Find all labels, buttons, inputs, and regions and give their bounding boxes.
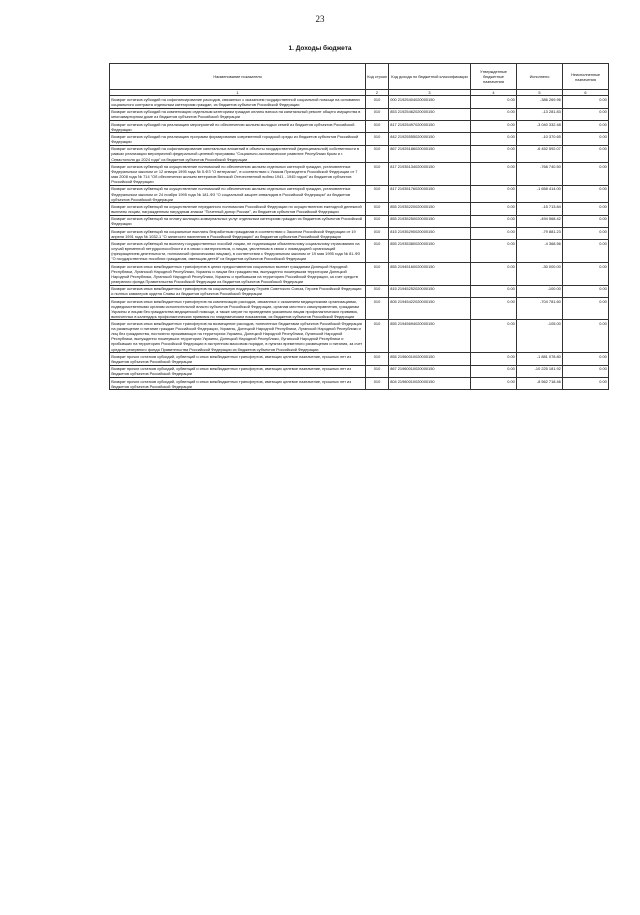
cell-approved: 0.00 — [471, 285, 517, 297]
cell-approved: 0.00 — [471, 108, 517, 120]
cell-executed: -768 740.50 — [517, 163, 563, 186]
column-number: 1 — [110, 90, 366, 96]
cell-name: Возврат остатков субвенций на осуществление полномочий по обеспечению жильем отдельных категорий граждан, установленных Федеральным законом от 24 ноября 1995 года № 181-ФЗ "О социальной защите инвалидов в Российской Федерации" из бюджетов субъектов Российской Федерации — [110, 185, 366, 202]
cell-name: Возврат остатков иных межбюджетных трансфертов на возмещение расходов, понесенных бюджетами субъектов Российской Федерации на размещение и питание граждан Российской Федерации, Украины, Донецкой Народной Республики, Луганской Народной Республики и лиц без гражданства, постоянно проживающих на территориях Украины, Донецкой Народной Республики, Луганской Народной Республики, вынужденно покинувших территории Украины, Донецкой Народной Республики, Луганской Народной Республики и прибывших на территорию Российской Федерации в экстренном массовом порядке, в пунктах временного размещения и питания, за счет средств резервного фонда Правительства Российской Федерации из бюджетов субъектов Российской Федерации — [110, 320, 366, 353]
cell-line-code: 010 — [366, 320, 389, 353]
cell-name: Возврат остатков субвенций на социальные выплаты безработным гражданам в соответствии с Законом Российской Федерации от 19 апреля 1991 года № 1032-1 "О занятости населения в Российской Федерации" из бюджетов субъектов Российской Федерации — [110, 228, 366, 240]
cell-approved: 0.00 — [471, 353, 517, 365]
cell-income-code: 855 21945160020000150 — [389, 262, 471, 285]
table-row — [110, 145, 609, 162]
cell-income-code: 815 21935290020000150 — [389, 228, 471, 240]
cell-unexecuted: 0.00 — [563, 121, 609, 133]
cell-unexecuted: 0.00 — [563, 377, 609, 389]
cell-line-code: 010 — [366, 96, 389, 108]
cell-income-code: 805 21945422020000150 — [389, 297, 471, 320]
cell-income-code: 817 21925497020000150 — [389, 121, 471, 133]
cell-name: Возврат прочих остатков субсидий, субвенций и иных межбюджетных трансфертов, имеющих целевое назначение, прошлых лет из бюджетов субъектов Российской Федерации — [110, 353, 366, 365]
cell-line-code: 010 — [366, 133, 389, 145]
header-unexecuted: Неисполненные назначения — [563, 64, 609, 90]
cell-name: Возврат остатков субсидий на реализацию программ формирования современной городской среды из бюджетов субъектов Российской Федерации — [110, 133, 366, 145]
header-executed: Исполнено — [517, 64, 563, 90]
table-row — [110, 203, 609, 215]
cell-line-code: 010 — [366, 353, 389, 365]
cell-unexecuted: 0.00 — [563, 228, 609, 240]
cell-income-code: 855 21935220020000150 — [389, 203, 471, 215]
table-row — [110, 365, 609, 377]
cell-income-code: 817 21935134020000150 — [389, 163, 471, 186]
cell-approved: 0.00 — [471, 96, 517, 108]
cell-line-code: 010 — [366, 240, 389, 263]
cell-unexecuted: 0.00 — [563, 365, 609, 377]
cell-line-code: 010 — [366, 185, 389, 202]
table-header-row — [110, 64, 609, 90]
cell-executed: -30 000.00 — [517, 262, 563, 285]
cell-approved: 0.00 — [471, 297, 517, 320]
cell-name: Возврат остатков субвенций на выплату государственных пособий лицам, не подлежащим обязательному социальному страхованию на случай временной нетрудоспособности и в связи с материнством, и лицам, уволенным в связи с ликвидацией организаций (прекращением деятельности, полномочий физическими лицами), в соответствии с Федеральным законом от 19 мая 1995 года № 81-ФЗ "О государственных пособиях гражданам, имеющим детей" из бюджетов субъектов Российской Федерации — [110, 240, 366, 263]
cell-approved: 0.00 — [471, 262, 517, 285]
cell-income-code: 842 21925555020000150 — [389, 133, 471, 145]
cell-approved: 0.00 — [471, 377, 517, 389]
table-row — [110, 353, 609, 365]
table-row — [110, 215, 609, 227]
cell-executed: -704 781.60 — [517, 297, 563, 320]
cell-approved: 0.00 — [471, 365, 517, 377]
cell-unexecuted: 0.00 — [563, 297, 609, 320]
cell-line-code: 010 — [366, 215, 389, 227]
column-number: 6 — [563, 90, 609, 96]
cell-approved: 0.00 — [471, 145, 517, 162]
cell-unexecuted: 0.00 — [563, 133, 609, 145]
cell-executed: -105.00 — [517, 320, 563, 353]
cell-name: Возврат остатков субсидий на компенсацию отдельным категориям граждан оплаты взноса на капитальный ремонт общего имущества в многоквартирном доме из бюджетов субъектов Российской Федерации — [110, 108, 366, 120]
cell-executed: -6 452 592.07 — [517, 145, 563, 162]
table-row — [110, 320, 609, 353]
cell-executed: -100.00 — [517, 285, 563, 297]
cell-name: Возврат остатков субсидий на софинансирование расходов, связанных с оказанием государственной социальной помощи на основании социального контракта отдельным категориям граждан, из бюджетов субъектов Российской Федерации — [110, 96, 366, 108]
table-row — [110, 185, 609, 202]
cell-unexecuted: 0.00 — [563, 145, 609, 162]
cell-name: Возврат остатков иных межбюджетных трансфертов на компенсацию расходов, связанных с оказанием медицинскими организациями, подведомственными органам исполнительной власти субъектов Российской Федерации, органам местного самоуправления, гражданам Украины и лицам без гражданства медицинской помощи, а также затрат по проведению указанным лицам профилактических прививок, включенных в календарь профилактических прививок по эпидемическим показаниям, из бюджетов субъектов Российской Федерации — [110, 297, 366, 320]
column-number: 4 — [471, 90, 517, 96]
table-row — [110, 377, 609, 389]
cell-line-code: 010 — [366, 377, 389, 389]
table-row — [110, 240, 609, 263]
cell-name: Возврат прочих остатков субсидий, субвенций и иных межбюджетных трансфертов, имеющих целевое назначение, прошлых лет из бюджетов субъектов Российской Федерации — [110, 365, 366, 377]
header-name: Наименование показателя — [110, 64, 366, 90]
table-row — [110, 121, 609, 133]
cell-unexecuted: 0.00 — [563, 96, 609, 108]
cell-name: Возврат остатков субвенций на осуществление полномочий по обеспечению жильем отдельных категорий граждан, установленных Федеральным законом от 12 января 1995 года № 5-ФЗ "О ветеранах", в соответствии с Указом Президента Российской Федерации от 7 мая 2008 года № 714 "Об обеспечении жильем ветеранов Великой Отечественной войны 1941 - 1945 годов" из бюджетов субъектов Российской Федерации — [110, 163, 366, 186]
cell-income-code: 855 21935380020000150 — [389, 240, 471, 263]
cell-executed: -386 269.96 — [517, 96, 563, 108]
cell-income-code: 000 21925404020000150 — [389, 96, 471, 108]
cell-executed: -4 368.56 — [517, 240, 563, 263]
cell-line-code: 010 — [366, 365, 389, 377]
cell-line-code: 010 — [366, 108, 389, 120]
cell-line-code: 010 — [366, 262, 389, 285]
revenue-table — [109, 63, 609, 390]
table-row — [110, 96, 609, 108]
cell-name: Возврат остатков субвенций на оплату жилищно-коммунальных услуг отдельным категориям граждан из бюджетов субъектов Российской Федерации — [110, 215, 366, 227]
header-approved: Утвержденные бюджетные назначения — [471, 64, 517, 90]
table-row — [110, 285, 609, 297]
cell-approved: 0.00 — [471, 228, 517, 240]
cell-unexecuted: 0.00 — [563, 215, 609, 227]
cell-unexecuted: 0.00 — [563, 108, 609, 120]
header-income-code: Код дохода по бюджетной классификации — [389, 64, 471, 90]
table-row — [110, 297, 609, 320]
cell-line-code: 010 — [366, 228, 389, 240]
cell-approved: 0.00 — [471, 185, 517, 202]
cell-line-code: 010 — [366, 285, 389, 297]
cell-line-code: 010 — [366, 121, 389, 133]
cell-executed: -10 370.65 — [517, 133, 563, 145]
cell-executed: -79 881.23 — [517, 228, 563, 240]
cell-income-code: 855 21960010020000150 — [389, 353, 471, 365]
cell-executed: -10 225 181.92 — [517, 365, 563, 377]
column-number: 3 — [389, 90, 471, 96]
cell-income-code: 855 21945694020000150 — [389, 320, 471, 353]
cell-approved: 0.00 — [471, 320, 517, 353]
cell-approved: 0.00 — [471, 240, 517, 263]
cell-unexecuted: 0.00 — [563, 320, 609, 353]
cell-executed: -1 658 414.00 — [517, 185, 563, 202]
column-number: 5 — [517, 90, 563, 96]
cell-approved: 0.00 — [471, 215, 517, 227]
cell-unexecuted: 0.00 — [563, 240, 609, 263]
cell-executed: -15 713.84 — [517, 203, 563, 215]
cell-name: Возврат остатков иных межбюджетных трансфертов на социальную поддержку Героев Советского Союза, Героев Российской Федерации и полных кавалеров ордена Славы из бюджетов субъектов Российской Федерации — [110, 285, 366, 297]
cell-line-code: 010 — [366, 203, 389, 215]
cell-approved: 0.00 — [471, 121, 517, 133]
cell-approved: 0.00 — [471, 163, 517, 186]
table-row — [110, 228, 609, 240]
cell-executed: -13 281.83 — [517, 108, 563, 120]
header-line-code: Код строки — [366, 64, 389, 90]
cell-unexecuted: 0.00 — [563, 353, 609, 365]
column-number: 2 — [366, 90, 389, 96]
cell-income-code: 855 21935250020000150 — [389, 215, 471, 227]
cell-income-code: 804 21960010020000150 — [389, 377, 471, 389]
cell-income-code: 867 21960010020000150 — [389, 365, 471, 377]
cell-income-code: 815 21945252020000150 — [389, 285, 471, 297]
cell-income-code: 817 21935176020000150 — [389, 185, 471, 202]
cell-executed: -8 562 718.46 — [517, 377, 563, 389]
cell-unexecuted: 0.00 — [563, 203, 609, 215]
cell-income-code: 853 21925462020000150 — [389, 108, 471, 120]
cell-name: Возврат прочих остатков субсидий, субвенций и иных межбюджетных трансфертов, имеющих целевое назначение, прошлых лет из бюджетов субъектов Российской Федерации — [110, 377, 366, 389]
cell-unexecuted: 0.00 — [563, 285, 609, 297]
cell-name: Возврат остатков субсидий на реализацию мероприятий по обеспечению жильем молодых семей из бюджетов субъектов Российской Федерации — [110, 121, 366, 133]
cell-name: Возврат остатков субвенций на осуществление переданного полномочия Российской Федерации по осуществлению ежегодной денежной выплаты лицам, награжденным нагрудным знаком "Почетный донор России", из бюджетов субъектов Российской Федерации — [110, 203, 366, 215]
cell-unexecuted: 0.00 — [563, 262, 609, 285]
table-row — [110, 163, 609, 186]
table-row — [110, 133, 609, 145]
section-title: 1. Доходы бюджета — [288, 45, 352, 52]
table-row — [110, 108, 609, 120]
cell-executed: -494 568.42 — [517, 215, 563, 227]
table-body — [110, 96, 609, 390]
cell-line-code: 010 — [366, 163, 389, 186]
cell-executed: -1 881 078.80 — [517, 353, 563, 365]
cell-approved: 0.00 — [471, 203, 517, 215]
cell-income-code: 867 21925186020000150 — [389, 145, 471, 162]
table-row — [110, 262, 609, 285]
cell-name: Возврат остатков субсидий на софинансирование капитальных вложений в объекты государственной (муниципальной) собственности в рамках реализации мероприятий федеральной целевой программы "Социально-экономическое развитие Республики Крым и г. Севастополя до 2024 года" из бюджетов субъектов Российской Федерации — [110, 145, 366, 162]
cell-line-code: 010 — [366, 145, 389, 162]
cell-executed: -3 040 332.48 — [517, 121, 563, 133]
page-number: 23 — [315, 14, 325, 24]
cell-name: Возврат остатков иных межбюджетных трансфертов в целях предоставления социальных выплат гражданам Донецкой Народной Республики, Луганской Народной Республики, Украины и лицам без гражданства, вынужденно покинувшим территории Донецкой Народной Республики, Луганской Народной Республики, Украины и прибывшим на территорию Российской Федерации, за счет средств резервного фонда Правительства Российской Федерации из бюджетов субъектов Российской Федерации — [110, 262, 366, 285]
cell-unexecuted: 0.00 — [563, 163, 609, 186]
cell-unexecuted: 0.00 — [563, 185, 609, 202]
cell-approved: 0.00 — [471, 133, 517, 145]
cell-line-code: 010 — [366, 297, 389, 320]
